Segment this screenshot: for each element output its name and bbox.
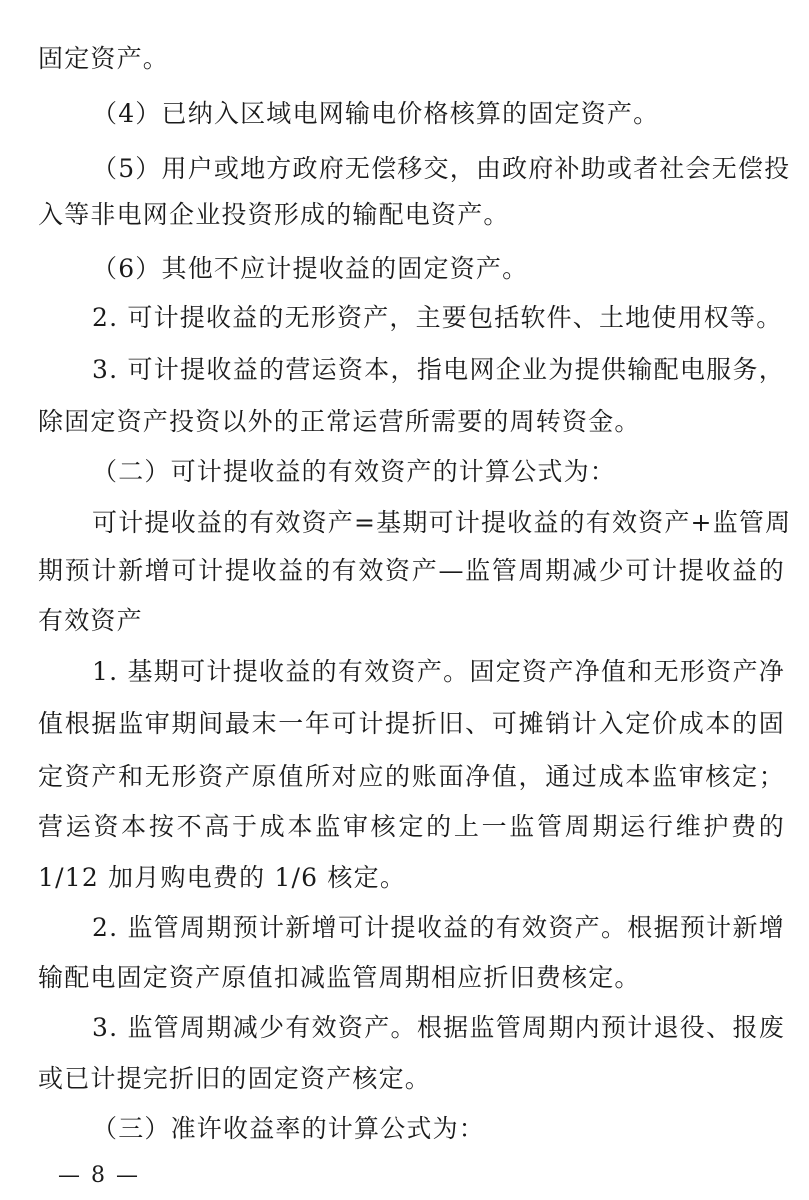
section-heading: （二）可计提收益的有效资产的计算公式为： [92, 457, 617, 486]
text-line: 入等非电网企业投资形成的输配电资产。 [38, 200, 510, 229]
text-line: 输配电固定资产原值扣减监管周期相应折旧费核定。 [38, 963, 641, 992]
text-line: （5）用户或地方政府无偿移交，由政府补助或者社会无偿投 [92, 154, 791, 183]
page-number: — 8 — [58, 1163, 140, 1188]
formula-line: 期预计新增可计提收益的有效资产—监管周期减少可计提收益的 [38, 556, 785, 585]
text-line: 1/12 加月购电费的 1/6 核定。 [38, 863, 407, 892]
text-line: （4）已纳入区域电网输电价格核算的固定资产。 [92, 99, 660, 128]
text-line: 值根据监审期间最末一年可计提折旧、可摊销计入定价成本的固 [38, 709, 785, 738]
text-line: 3. 可计提收益的营运资本，指电网企业为提供输配电服务， [92, 355, 785, 384]
text-line: 定资产和无形资产原值所对应的账面净值，通过成本监审核定； [38, 762, 785, 791]
text-line: 除固定资产投资以外的正常运营所需要的周转资金。 [38, 407, 641, 436]
text-line: （6）其他不应计提收益的固定资产。 [92, 254, 529, 283]
text-line: 1. 基期可计提收益的有效资产。固定资产净值和无形资产净 [92, 657, 785, 686]
text-line: 或已计提完折旧的固定资产核定。 [38, 1064, 432, 1093]
text-line: 2. 可计提收益的无形资产，主要包括软件、土地使用权等。 [92, 303, 783, 332]
formula-line: 可计提收益的有效资产=基期可计提收益的有效资产+监管周 [92, 508, 792, 537]
text-line: 3. 监管周期减少有效资产。根据监管周期内预计退役、报废 [92, 1013, 785, 1042]
formula-line: 有效资产 [38, 606, 143, 635]
text-line: 营运资本按不高于成本监审核定的上一监管周期运行维护费的 [38, 812, 785, 841]
text-line: 2. 监管周期预计新增可计提收益的有效资产。根据预计新增 [92, 913, 785, 942]
section-heading: （三）准许收益率的计算公式为： [92, 1114, 486, 1143]
text-line: 固定资产。 [38, 44, 170, 73]
